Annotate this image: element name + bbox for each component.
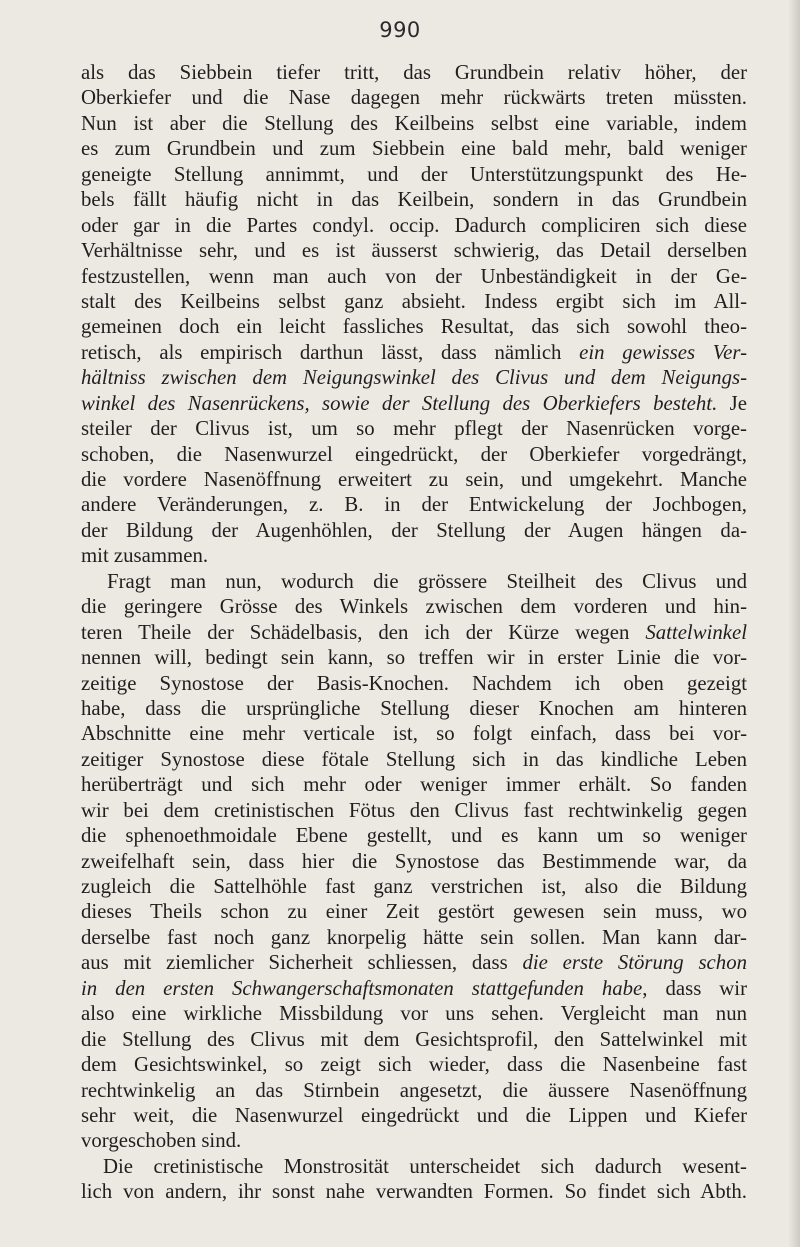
text-segment: gemeinen doch ein leicht fassliches Resultat, das sich sowohl theo- [81, 315, 747, 339]
text-segment: Fragt man nun, wodurch die grössere Steilheit des Clivus und [107, 569, 747, 593]
text-segment: sehr weit, die Nasenwurzel eingedrückt und die Lippen und Kiefer [81, 1103, 747, 1127]
text-segment: bels fällt häufig nicht in das Keilbein, sondern in das Grundbein [81, 188, 747, 212]
text-segment: andere Veränderungen, z. B. in der Entwickelung der Jochbogen, [81, 493, 747, 517]
text-line [81, 60, 747, 85]
text-line [81, 849, 747, 874]
text-segment: herüberträgt und sich mehr oder weniger immer erhält. So fanden [81, 773, 747, 797]
text-line [81, 492, 747, 517]
text-line [81, 925, 747, 950]
text-segment: also eine wirkliche Missbildung vor uns sehen. Vergleicht man nun [81, 1002, 747, 1026]
text-line [81, 264, 747, 289]
text-segment: wir bei dem cretinistischen Fötus den Clivus fast rechtwinkelig gegen [81, 798, 747, 822]
text-segment: festzustellen, wenn man auch von der Unbeständigkeit in der Ge- [81, 264, 747, 288]
text-line [81, 289, 747, 314]
text-line [81, 594, 747, 619]
text-segment: es zum Grundbein und zum Siebbein eine bald mehr, bald weniger [81, 137, 747, 161]
text-segment: Abschnitte eine mehr verticale ist, so folgt einfach, dass bei vor- [81, 722, 747, 746]
italic-text: in den ersten Schwangerschaftsmonaten stattgefunden habe [81, 976, 643, 1000]
text-segment: schoben, die Nasenwurzel eingedrückt, der Oberkiefer vorgedrängt, [81, 442, 747, 466]
text-segment: Verhältnisse sehr, und es ist äusserst schwierig, das Detail derselben [81, 239, 747, 263]
text-segment: die sphenoethmoidale Ebene gestellt, und es kann um so weniger [81, 824, 747, 848]
italic-text: ein gewisses Ver- [579, 340, 748, 364]
text-segment: mit zusammen. [81, 544, 209, 568]
text-segment: lich von andern, ihr sonst nahe verwandten Formen. So findet sich Abth. [81, 1180, 747, 1204]
text-line [81, 391, 747, 416]
text-segment: derselbe fast noch ganz knorpelig hätte sein sollen. Man kann dar- [81, 925, 747, 949]
text-segment: dem Gesichtswinkel, so zeigt sich wieder, dass die Nasenbeine fast [81, 1053, 747, 1077]
text-line [81, 569, 747, 594]
text-line [81, 111, 747, 136]
text-line [81, 899, 747, 924]
text-segment: dieses Theils schon zu einer Zeit gestört gewesen sein muss, wo [81, 900, 747, 924]
text-line [81, 238, 747, 263]
text-segment: habe, dass die ursprüngliche Stellung dieser Knochen am hinteren [81, 696, 747, 720]
text-segment: Je [717, 391, 747, 415]
text-line [81, 187, 747, 212]
page-number: 990 [379, 18, 421, 42]
text-line [81, 696, 747, 721]
italic-text: winkel des Nasenrückens, sowie der Stellung des Oberkiefers besteht. [81, 391, 718, 415]
text-segment: zugleich die Sattelhöhle fast ganz verstrichen ist, also die Bildung [81, 875, 747, 898]
text-line [81, 721, 747, 746]
text-line [81, 314, 747, 339]
text-line [81, 950, 747, 975]
text-line [81, 162, 747, 187]
text-segment: oder gar in die Partes condyl. occip. Dadurch compliciren sich diese [81, 213, 747, 237]
text-line [81, 874, 747, 899]
body-text [81, 60, 747, 1205]
text-segment: geneigte Stellung annimmt, und der Unterstützungspunkt des He- [81, 162, 747, 186]
text-line [81, 798, 747, 823]
text-segment: Nun ist aber die Stellung des Keilbeins selbst eine variable, indem [81, 111, 747, 135]
text-line [81, 518, 747, 543]
text-line [81, 467, 747, 492]
text-line [81, 1103, 747, 1128]
text-line [81, 1027, 747, 1052]
text-line [81, 1001, 747, 1026]
text-line [81, 340, 747, 365]
italic-text: Sattelwinkel [645, 620, 747, 644]
text-segment: Oberkiefer und die Nase dagegen mehr rückwärts treten müssten. [81, 86, 747, 110]
text-line [81, 772, 747, 797]
text-line [81, 976, 747, 1001]
text-line [81, 442, 747, 467]
text-line [81, 136, 747, 161]
text-segment: stalt des Keilbeins selbst ganz absieht. Indess ergibt sich im All- [81, 289, 747, 313]
text-segment: der Bildung der Augenhöhlen, der Stellung der Augen hängen da- [81, 518, 747, 542]
text-line [81, 213, 747, 238]
text-line [81, 645, 747, 670]
text-segment: die geringere Grösse des Winkels zwischen dem vorderen und hin- [81, 595, 747, 619]
text-line [81, 85, 747, 110]
text-line [81, 671, 747, 696]
text-line [81, 747, 747, 772]
text-segment: , dass wir [642, 976, 747, 1000]
text-segment: die vordere Nasenöffnung erweitert zu sein, und umgekehrt. Manche [81, 468, 747, 491]
text-segment: zeitiger Synostose diese fötale Stellung sich in das kindliche Leben [81, 747, 747, 771]
text-line [81, 620, 747, 645]
text-line [81, 823, 747, 848]
text-line [81, 1179, 747, 1204]
text-line [81, 1078, 747, 1103]
page-edge-shadow [788, 0, 800, 1247]
text-segment: vorgeschoben sind. [81, 1129, 242, 1153]
text-line [81, 416, 747, 441]
text-segment: teren Theile der Schädelbasis, den ich der Kürze wegen [81, 620, 646, 644]
text-segment: zweifelhaft sein, dass hier die Synostose das Bestimmende war, da [81, 849, 747, 873]
text-segment: nennen will, bedingt sein kann, so treffen wir in erster Linie die vor- [81, 646, 747, 670]
text-segment: zeitige Synostose der Basis-Knochen. Nachdem ich oben gezeigt [81, 671, 747, 695]
text-segment: steiler der Clivus ist, um so mehr pflegt der Nasenrücken vorge- [81, 417, 747, 441]
text-segment: aus mit ziemlicher Sicherheit schliessen, dass [81, 951, 523, 975]
italic-text: die erste Störung schon [522, 951, 747, 975]
text-line [81, 365, 747, 390]
text-segment: die Stellung des Clivus mit dem Gesichtsprofil, den Sattelwinkel mit [81, 1027, 747, 1051]
text-line [81, 543, 747, 568]
text-line [81, 1154, 747, 1179]
text-segment: retisch, als empirisch darthun lässt, dass nämlich [81, 340, 580, 364]
text-segment: Die cretinistische Monstrosität unterscheidet sich dadurch wesent- [103, 1154, 747, 1178]
text-line [81, 1128, 747, 1153]
text-segment: rechtwinkelig an das Stirnbein angesetzt, die äussere Nasenöffnung [81, 1078, 747, 1102]
italic-text: hältniss zwischen dem Neigungswinkel des Clivus und dem Neigungs- [81, 366, 747, 390]
text-segment: als das Siebbein tiefer tritt, das Grundbein relativ höher, der [81, 61, 747, 84]
text-line [81, 1052, 747, 1077]
